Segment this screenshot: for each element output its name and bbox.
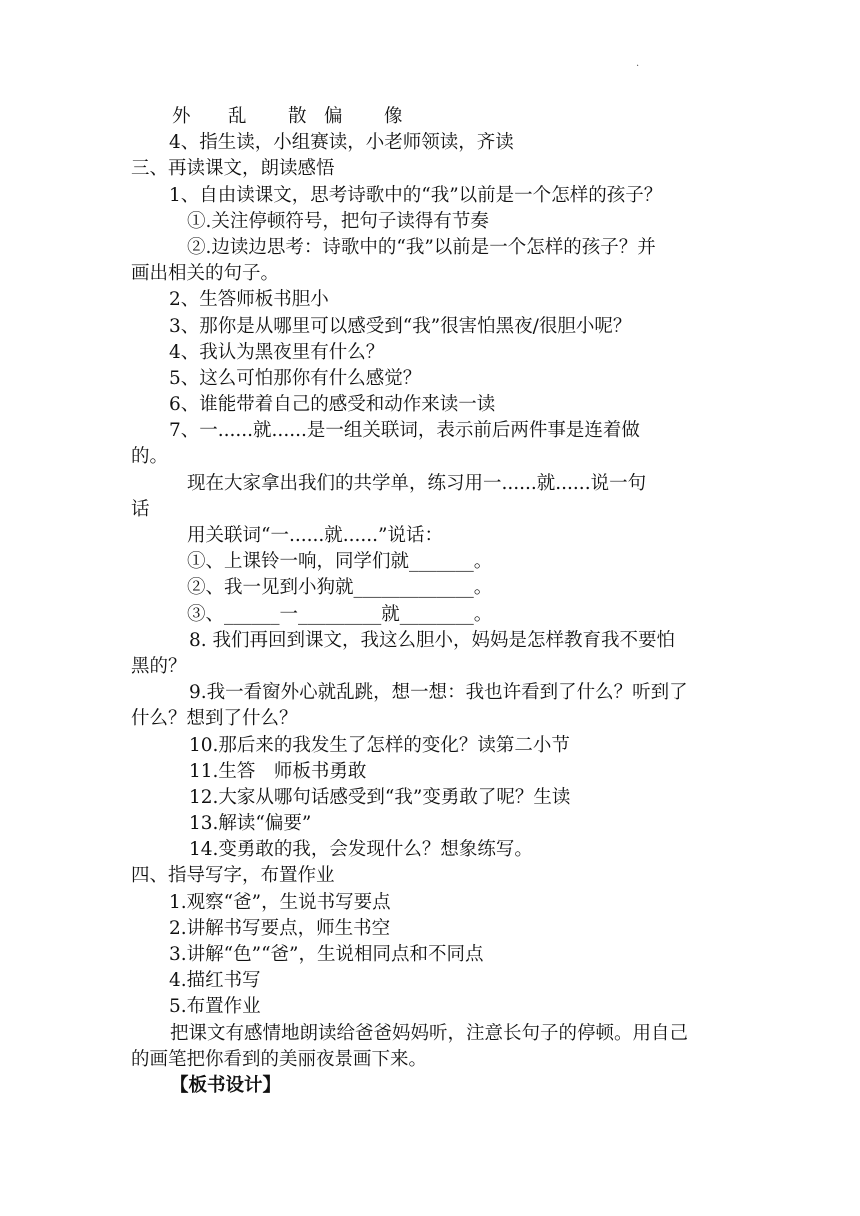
text-line: 11.生答 师板书勇敢: [189, 760, 367, 782]
lesson-content: [131, 104, 731, 1099]
text-line: 黑的？: [131, 655, 187, 677]
text-line: 的画笔把你看到的美丽夜景画下来。: [131, 1048, 428, 1070]
text-line: 三、再读课文，朗读感悟: [131, 158, 335, 180]
text-line: 14.变勇敢的我，会发现什么？想象练写。: [189, 839, 533, 861]
text-line: ③、______一_________就________。: [187, 603, 493, 625]
char-san: 散: [288, 106, 307, 127]
text-line: 4、指生读，小组赛读，小老师领读，齐读: [169, 132, 514, 154]
text-line: 4.描红书写: [169, 970, 261, 992]
new-characters-row: [131, 104, 731, 130]
text-line: 5、这么可怕那你有什么感觉？: [169, 367, 422, 389]
section-heading-board-design: 【板书设计】: [170, 1074, 282, 1096]
char-pian: 偏: [324, 106, 343, 127]
text-line: 把课文有感情地朗读给爸爸妈妈听，注意长句子的停顿。用自己: [170, 1022, 689, 1044]
text-line: 5.布置作业: [169, 996, 261, 1018]
text-line: 什么？想到了什么？: [131, 708, 298, 730]
text-line: 9.我一看窗外心就乱跳，想一想：我也许看到了什么？听到了: [189, 682, 688, 704]
text-line: 2.讲解书写要点，师生书空: [169, 917, 391, 939]
text-line: 7、一......就......是一组关联词，表示前后两件事是连着做: [169, 420, 640, 442]
text-line: 1.观察“爸”，生说书写要点: [169, 891, 391, 913]
text-line: ②.边读边思考：诗歌中的“我”以前是一个怎样的孩子？并: [187, 236, 656, 258]
text-line: 四、指导写字，布置作业: [131, 865, 335, 887]
text-line: ②、我一见到小狗就_____________。: [187, 577, 493, 599]
char-wai: 外: [172, 106, 191, 127]
text-line: 话: [131, 498, 150, 520]
text-line: 画出相关的句子。: [131, 263, 280, 285]
text-line: 13.解读“偏要”: [189, 813, 312, 835]
text-line: 6、谁能带着自己的感受和动作来读一读: [169, 394, 496, 416]
text-line: 现在大家拿出我们的共学单，练习用一......就......说一句: [187, 472, 647, 494]
text-line: 的。: [131, 446, 169, 468]
text-line: ①.关注停顿符号，把句子读得有节奏: [187, 210, 489, 232]
text-line: 4、我认为黑夜里有什么？: [169, 341, 385, 363]
text-line: 1、自由读课文，思考诗歌中的“我”以前是一个怎样的孩子？: [169, 184, 663, 206]
header-mark: .: [636, 58, 640, 69]
text-line: 8. 我们再回到课文，我这么胆小，妈妈是怎样教育我不要怕: [189, 629, 676, 651]
char-xiang: 像: [384, 106, 403, 127]
text-line: 3.讲解“色”“爸”，生说相同点和不同点: [169, 944, 484, 965]
text-line: 12.大家从哪句话感受到“我”变勇敢了呢？生读: [189, 786, 571, 808]
text-line: 10.那后来的我发生了怎样的变化？读第二小节: [189, 734, 570, 756]
text-line: 3、那你是从哪里可以感受到“我”很害怕黑夜/很胆小呢？: [169, 315, 632, 337]
text-line: ①、上课铃一响，同学们就_______。: [187, 551, 493, 573]
text-line: 用关联词“一......就......”说话：: [187, 525, 443, 546]
lesson-lines: [131, 130, 731, 1099]
text-line: 2、生答师板书胆小: [169, 289, 329, 311]
char-luan: 乱: [228, 106, 247, 127]
